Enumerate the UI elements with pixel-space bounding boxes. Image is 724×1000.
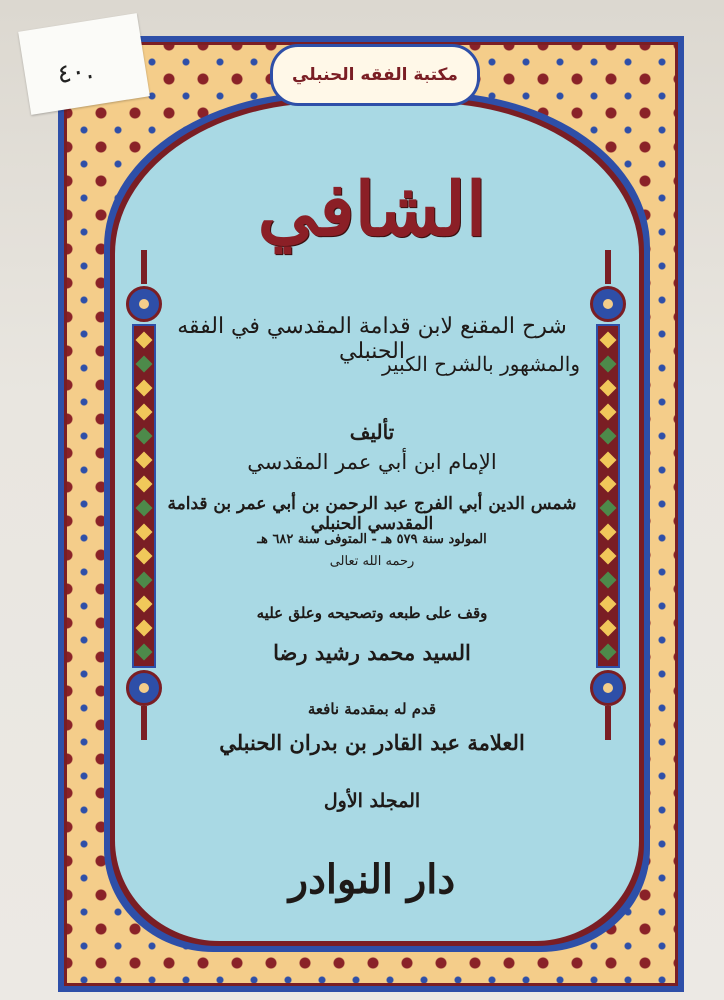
introduction-label: قدم له بمقدمة نافعة [307, 700, 437, 718]
editor-name: السيد محمد رشيد رضا [273, 640, 471, 665]
pillar-gem [136, 356, 153, 373]
pillar-gem [600, 644, 617, 661]
price-text: ٤٠. [55, 54, 96, 91]
pillar-gem [600, 524, 617, 541]
pillar-gem [136, 428, 153, 445]
pillar-gem [136, 572, 153, 589]
editor-label: وقف على طبعه وتصحيحه وعلق عليه [256, 604, 488, 622]
pillar-gem [136, 620, 153, 637]
volume-label: المجلد الأول [323, 790, 421, 812]
pillar-gem [600, 572, 617, 589]
pillar-gem [136, 500, 153, 517]
subtitle-line-2: والمشهور بالشرح الكبير [382, 352, 580, 376]
publisher-logo: دار النوادر [288, 856, 456, 903]
pillar-gem [600, 380, 617, 397]
subtitle-line-1: شرح المقنع لابن قدامة المقدسي في الفقه الحنبلي [177, 314, 567, 364]
pillar-gem [136, 452, 153, 469]
pillar-gem [600, 356, 617, 373]
author-label: تأليف [349, 420, 395, 444]
introduction-author: العلامة عبد القادر بن بدران الحنبلي [219, 730, 525, 755]
blessing: رحمه الله تعالى [329, 554, 415, 569]
pillar-gem [136, 380, 153, 397]
author-name: الإمام ابن أبي عمر المقدسي [247, 450, 497, 474]
pillar-gem [600, 620, 617, 637]
pillar-gem [600, 500, 617, 517]
pillar-gem [136, 524, 153, 541]
pillar-gem [600, 428, 617, 445]
pillar-gem [136, 332, 153, 349]
pillar-gem [600, 332, 617, 349]
pillar-gem [600, 476, 617, 493]
right-pillar-ornament [584, 250, 632, 730]
pillar-gem [136, 644, 153, 661]
pillar-gem [600, 596, 617, 613]
pillar-gem [136, 404, 153, 421]
pillar-gem [600, 404, 617, 421]
pillar-gem [600, 452, 617, 469]
book-title: الشافي [257, 167, 487, 253]
pillar-gem [136, 548, 153, 565]
author-dates: المولود سنة ٥٧٩ هـ - المتوفى سنة ٦٨٢ هـ [257, 532, 487, 547]
pillar-gem [136, 476, 153, 493]
pillar-gem [136, 596, 153, 613]
series-label: مكتبة الفقه الحنبلي [270, 44, 480, 106]
author-full-name: شمس الدين أبي الفرج عبد الرحمن بن أبي عمر بن قدامة المقدسي الحنبلي [167, 494, 577, 534]
pillar-gem [600, 548, 617, 565]
